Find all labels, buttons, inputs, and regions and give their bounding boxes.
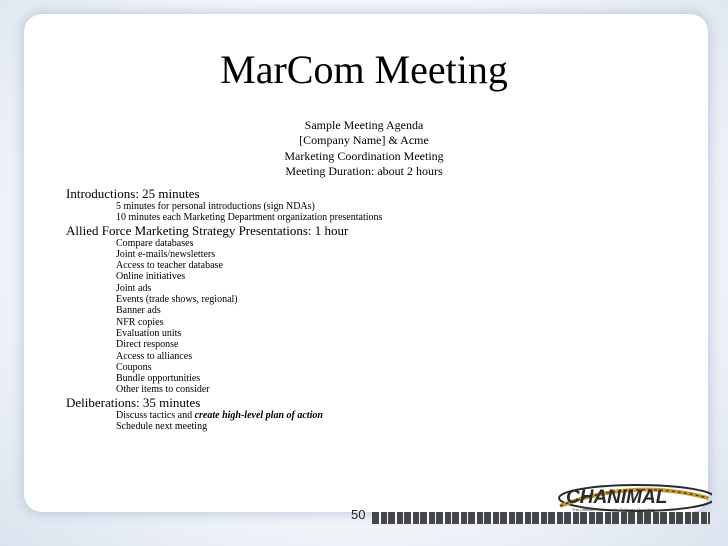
list-item: Joint ads [116, 282, 152, 294]
agenda-header-line: Meeting Duration: about 2 hours [285, 163, 443, 178]
section-heading-deliberations: Deliberations: 35 minutes [66, 394, 201, 410]
agenda-header-line: Marketing Coordination Meeting [284, 148, 444, 163]
list-item: Banner ads [116, 305, 161, 317]
list-item: Events (trade shows, regional) [116, 294, 238, 306]
agenda-header-line: Sample Meeting Agenda [304, 118, 424, 132]
list-item: 5 minutes for personal introductions (sign NDAs) [116, 201, 315, 212]
agenda-list [66, 187, 486, 432]
section-heading-strategy: Allied Force Marketing Strategy Presentations: 1 hour [66, 222, 349, 238]
list-item: Access to teacher database [116, 260, 223, 272]
list-item: Direct response [116, 339, 179, 351]
discuss-prefix: Discuss tactics and [116, 409, 195, 421]
list-item: Bundle opportunities [116, 373, 201, 385]
svg-text:CHANIMAL: CHANIMAL [566, 487, 668, 508]
list-item-discuss [66, 410, 486, 421]
slide-title: MarCom Meeting [220, 47, 508, 92]
list-item: Joint e-mails/newsletters [116, 248, 216, 260]
list-item: Coupons [116, 361, 152, 373]
list-item: Schedule next meeting [116, 421, 208, 433]
chanimal-logo [552, 476, 712, 516]
section-heading-introductions: Introductions: 25 minutes [66, 186, 200, 201]
list-item: NFR copies [116, 316, 164, 328]
list-item: Evaluation units [116, 327, 182, 339]
list-item: Other items to consider [116, 384, 210, 396]
svg-text:The Ultimate Resource for Soft: The Ultimate Resource for Software Marketing [572, 507, 655, 512]
discuss-emphasis: create high-level plan of action [194, 409, 323, 421]
agenda-header [250, 118, 478, 179]
list-item: Online initiatives [116, 271, 186, 283]
page-number: 50 [351, 507, 366, 522]
list-item: Compare databases [116, 237, 194, 249]
list-item: 10 minutes each Marketing Department organization presentations [116, 212, 383, 224]
list-item: Access to alliances [116, 350, 193, 362]
agenda-header-line: [Company Name] & Acme [299, 133, 429, 148]
